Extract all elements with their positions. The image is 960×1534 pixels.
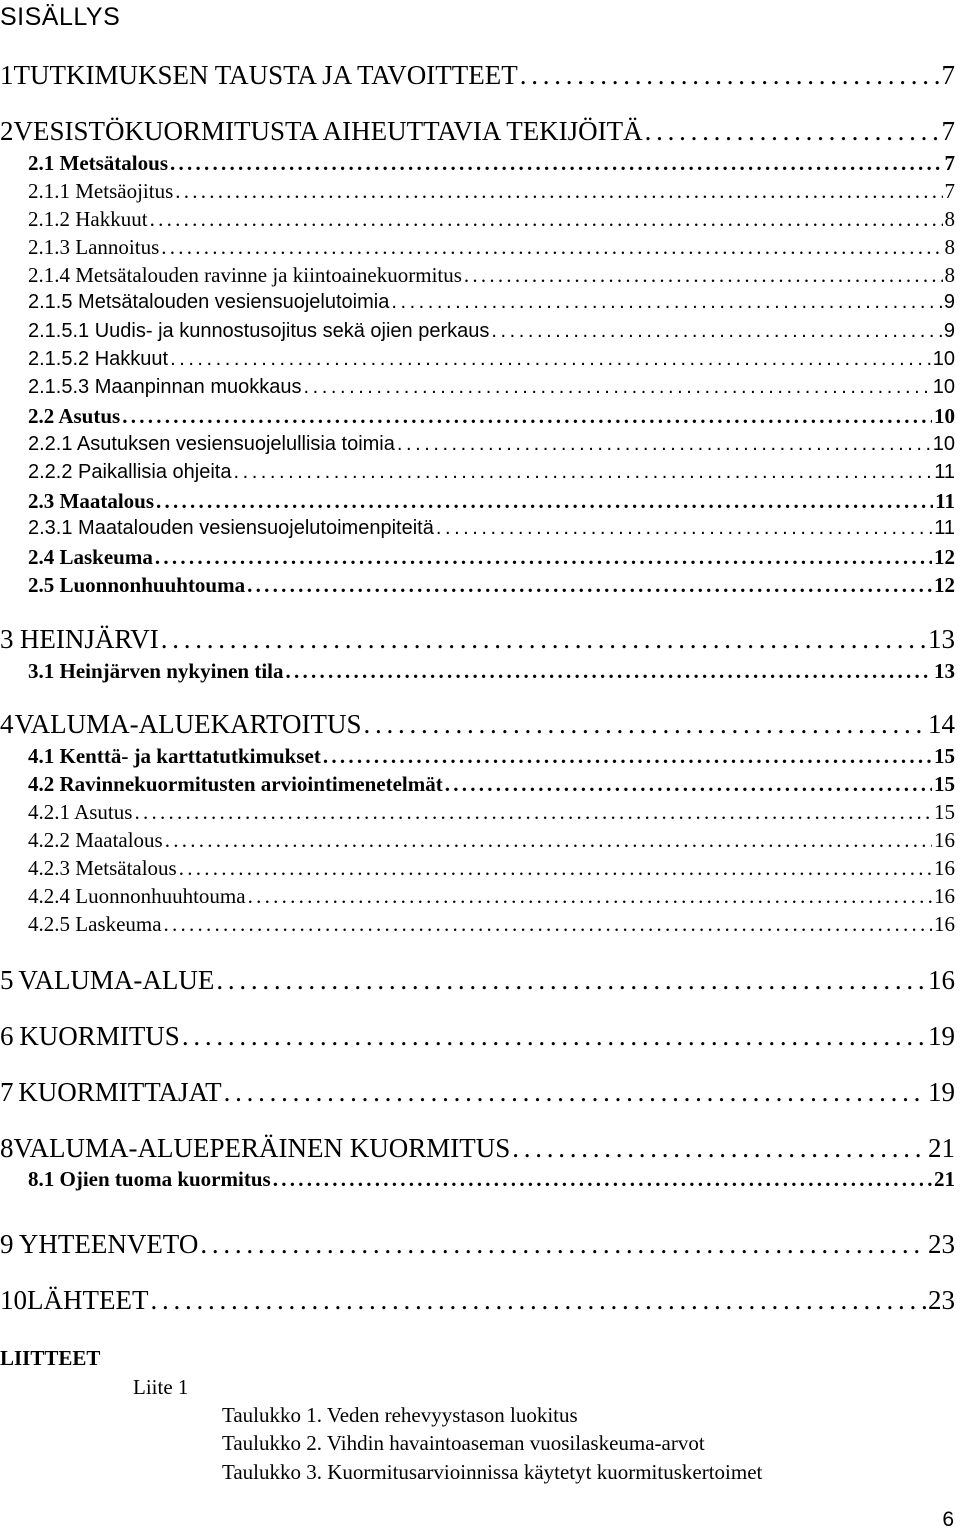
toc-entry-title: 4.2.5 Laskeuma [28, 912, 162, 936]
toc-entry-page: 13 [934, 659, 955, 683]
toc-entry-page: 15 [934, 772, 955, 796]
toc-entry-title: 2.2 Asutus [28, 404, 121, 428]
toc-entry-page: 19 [928, 1021, 955, 1051]
toc-entry-title: 2.1.5.2 Hakkuut [28, 348, 169, 370]
toc-entry-title: 2.1.5 Metsätalouden vesiensuojelutoimia [28, 291, 390, 313]
toc-entry-title: 4.1 Kenttä- ja karttatutkimukset [28, 744, 321, 768]
dot-leader [182, 1021, 926, 1052]
dot-leader [645, 116, 940, 147]
toc-entry[interactable] [28, 348, 955, 371]
toc-entry-page: 16 [928, 965, 955, 995]
toc-entry[interactable] [28, 376, 955, 399]
toc-entry[interactable] [28, 404, 955, 429]
toc-entry-title: 8.1 Ojien tuoma kuormitus [28, 1167, 271, 1191]
toc-entry[interactable] [0, 1229, 955, 1260]
toc-entry-page: 11 [935, 489, 955, 513]
toc-entry-title: 3.1 Heinjärven nykyinen tila [28, 659, 284, 683]
appendix-table-item[interactable]: Taulukko 1. Veden rehevyystason luokitus [222, 1403, 578, 1427]
toc-entry[interactable] [0, 624, 955, 655]
toc-entry-number: 10 [0, 1285, 27, 1315]
dot-leader [170, 348, 931, 371]
toc-entry[interactable] [28, 1167, 955, 1192]
toc-entry[interactable] [28, 545, 955, 570]
toc-entry-number: 5 [0, 965, 14, 995]
toc-entry-page: 14 [927, 709, 955, 739]
toc-entry-number: 7 [0, 1077, 14, 1107]
dot-leader [200, 1229, 926, 1260]
toc-entry[interactable] [0, 1021, 955, 1052]
toc-entry-page: 12 [934, 545, 955, 569]
toc-entry-page: 10 [932, 376, 955, 398]
dot-leader [156, 489, 933, 514]
toc-entry-title: LÄHTEET [27, 1285, 149, 1315]
dot-leader [247, 573, 932, 598]
dot-leader [150, 207, 943, 232]
toc-entry-title: YHTEENVETO [18, 1229, 199, 1259]
toc-entry[interactable] [28, 659, 955, 684]
toc-entry-title: 2.1.5.1 Uudis- ja kunnostusojitus sekä ojien perkaus [28, 320, 490, 342]
dot-leader [165, 828, 932, 853]
toc-entry-number: 9 [0, 1229, 14, 1259]
dot-leader [175, 179, 942, 204]
toc-entry-title: KUORMITUS [19, 1021, 180, 1051]
dot-leader [304, 376, 931, 399]
toc-entry-title: 2.1.3 Lannoitus [28, 235, 160, 259]
toc-entry-page: 23 [928, 1229, 955, 1259]
toc-entry-title: 4.2.3 Metsätalous [28, 856, 177, 880]
dot-leader [150, 1285, 926, 1316]
toc-entry-number: 6 [0, 1021, 14, 1051]
toc-entry-title: 2.1 Metsätalous [28, 151, 168, 175]
toc-entry-page: 15 [934, 744, 955, 768]
toc-entry-page: 16 [934, 912, 955, 936]
toc-entry-page: 21 [928, 1133, 955, 1163]
toc-entry[interactable] [28, 744, 955, 769]
toc-entry-title: 4.2.4 Luonnonhuuhtouma [28, 884, 246, 908]
toc-entry-page: 23 [928, 1285, 955, 1315]
dot-leader [520, 60, 940, 91]
dot-leader [397, 433, 931, 456]
dot-leader [155, 545, 932, 570]
toc-entry-number: 1 [0, 60, 14, 90]
toc-entry-title: VALUMA-ALUE [18, 965, 215, 995]
dot-leader [436, 517, 932, 540]
appendix-table-item[interactable]: Taulukko 2. Vihdin havaintoaseman vuosilaskeuma-arvot [222, 1431, 705, 1455]
toc-entry-title: 2.1.2 Hakkuut [28, 207, 148, 231]
toc-entry-page: 7 [941, 60, 955, 90]
toc-entry-title: VESISTÖKUORMITUSTA AIHEUTTAVIA TEKIJÖITÄ [13, 116, 643, 146]
dot-leader [170, 151, 943, 176]
toc-entry-page: 16 [934, 884, 955, 908]
toc-entry-page: 10 [932, 433, 955, 455]
dot-leader [164, 912, 932, 937]
toc-entry-title: VALUMA-ALUEPERÄINEN KUORMITUS [13, 1133, 511, 1163]
appendix-label: Liite 1 [133, 1375, 189, 1399]
toc-entry-title: KUORMITTAJAT [18, 1077, 222, 1107]
toc-entry-page: 13 [928, 624, 955, 654]
dot-leader [216, 965, 926, 996]
toc-entry-page: 19 [928, 1077, 955, 1107]
toc-entry[interactable] [28, 207, 955, 232]
toc-entry-title: 2.1.1 Metsäojitus [28, 179, 174, 203]
toc-entry-page: 8 [944, 263, 955, 287]
page-number: 6 [942, 1508, 954, 1531]
dot-leader [224, 1077, 926, 1108]
dot-leader [273, 1167, 932, 1192]
toc-entry-page: 7 [944, 151, 955, 175]
toc-entry-page: 12 [934, 573, 955, 597]
toc-entry-title: VALUMA-ALUEKARTOITUS [14, 709, 362, 739]
toc-entry[interactable] [28, 517, 955, 540]
toc-entry-title: 4.2 Ravinnekuormitusten arviointimenetelmät [28, 772, 443, 796]
toc-entry[interactable] [28, 489, 955, 514]
dot-leader [323, 744, 932, 769]
toc-entry-page: 16 [934, 828, 955, 852]
toc-entry[interactable] [28, 800, 955, 825]
dot-leader [233, 461, 932, 484]
toc-entry-title: 2.5 Luonnonhuuhtouma [28, 573, 246, 597]
dot-leader [286, 659, 932, 684]
toc-entry-title: 2.2.1 Asutuksen vesiensuojelullisia toimia [28, 433, 395, 455]
toc-entry[interactable] [0, 1077, 955, 1108]
toc-entry-page: 16 [934, 856, 955, 880]
toc-entry-page: 11 [934, 461, 955, 483]
toc-entry[interactable] [28, 151, 955, 176]
toc-entry-title: 2.3.1 Maatalouden vesiensuojelutoimenpiteitä [28, 517, 434, 539]
toc-entry-number: 3 [0, 624, 14, 654]
toc-entry-page: 9 [943, 320, 955, 342]
toc-entry-title: 2.1.4 Metsätalouden ravinne ja kiintoainekuormitus [28, 263, 462, 287]
toc-entry-title: 2.4 Laskeuma [28, 545, 153, 569]
toc-entry[interactable] [28, 912, 955, 937]
dot-leader [179, 856, 932, 881]
toc-entry[interactable] [28, 433, 955, 456]
dot-leader [363, 709, 926, 740]
toc-entry[interactable] [0, 116, 955, 147]
toc-entry-title: 2.1.5.3 Maanpinnan muokkaus [28, 376, 302, 398]
dot-leader [445, 772, 932, 797]
toc-entry-title: 4.2.2 Maatalous [28, 828, 163, 852]
toc-entry-page: 8 [944, 235, 955, 259]
toc-entry-page: 7 [941, 116, 955, 146]
toc-entry-title: TUTKIMUKSEN TAUSTA JA TAVOITTEET [13, 60, 518, 90]
dot-leader [161, 624, 926, 655]
toc-entry[interactable] [28, 461, 955, 484]
appendix-table-item[interactable]: Taulukko 3. Kuormitusarvioinnissa käytetyt kuormituskertoimet [222, 1460, 763, 1484]
toc-entry-page: 7 [944, 179, 955, 203]
toc-entry-page: 11 [934, 517, 955, 539]
toc-entry[interactable] [28, 772, 955, 797]
toc-entry[interactable] [0, 709, 955, 740]
toc-entry-title: 4.2.1 Asutus [28, 800, 133, 824]
toc-entry-page: 8 [944, 207, 955, 231]
dot-leader [248, 884, 932, 909]
dot-leader [491, 320, 941, 343]
toc-entry-number: 2 [0, 116, 14, 146]
toc-entry[interactable] [28, 856, 955, 881]
toc-entry-title: HEINJÄRVI [19, 624, 159, 654]
toc-entry-page: 15 [934, 800, 955, 824]
toc-entry[interactable] [28, 179, 955, 204]
toc-entry[interactable] [28, 291, 955, 314]
dot-leader [134, 800, 932, 825]
dot-leader [161, 235, 942, 260]
toc-entry-title: 2.3 Maatalous [28, 489, 154, 513]
dot-leader [391, 291, 942, 314]
toc-entry[interactable] [28, 884, 955, 909]
toc-entry[interactable] [28, 828, 955, 853]
toc-entry[interactable] [0, 1285, 955, 1316]
dot-leader [512, 1133, 926, 1164]
toc-entry[interactable] [28, 320, 955, 343]
toc-entry[interactable] [0, 1133, 955, 1164]
toc-entry[interactable] [0, 60, 955, 91]
toc-entry-number: 4 [0, 709, 14, 739]
toc-entry[interactable] [0, 965, 955, 996]
toc-entry-title: 2.2.2 Paikallisia ohjeita [28, 461, 232, 483]
toc-entry-page: 21 [934, 1167, 955, 1191]
toc-entry-page: 10 [934, 404, 955, 428]
appendix-heading: LIITTEET [0, 1346, 101, 1370]
toc-entry-number: 8 [0, 1133, 14, 1163]
toc-entry-page: 9 [943, 291, 955, 313]
toc-entry-page: 10 [932, 348, 955, 370]
dot-leader [464, 263, 943, 288]
page-title: SISÄLLYS [0, 3, 121, 31]
toc-entry[interactable] [28, 263, 955, 288]
dot-leader [122, 404, 932, 429]
toc-entry[interactable] [28, 235, 955, 260]
toc-entry[interactable] [28, 573, 955, 598]
